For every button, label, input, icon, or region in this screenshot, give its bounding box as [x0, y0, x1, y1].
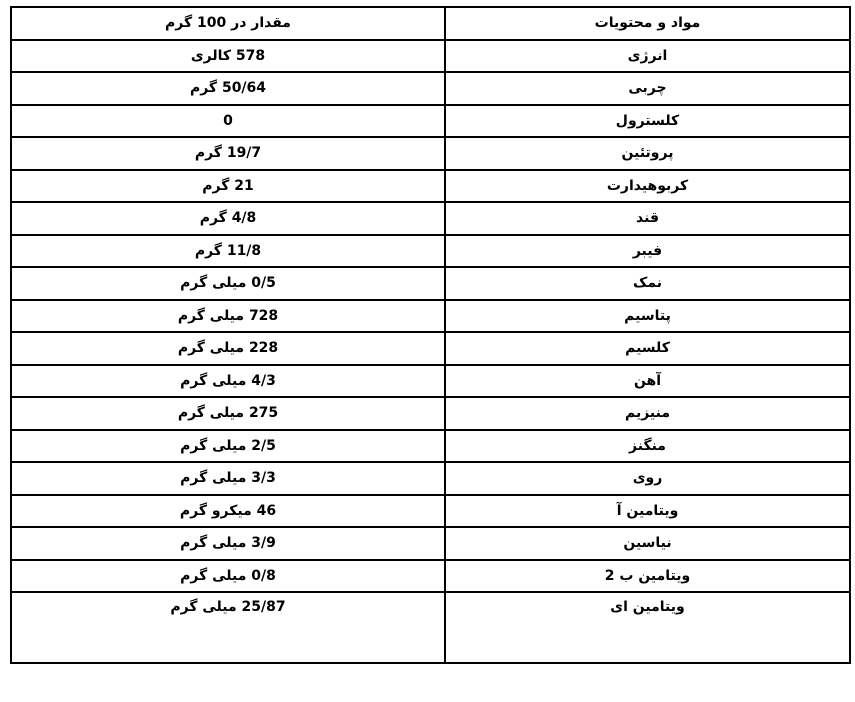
- amount-cell: 4/8 گرم: [11, 202, 445, 235]
- item-cell: آهن: [445, 365, 850, 398]
- amount-cell: 11/8 گرم: [11, 235, 445, 268]
- amount-cell: 3/3 میلی گرم: [11, 462, 445, 495]
- table-row: [11, 560, 850, 593]
- amount-cell: 0/5 میلی گرم: [11, 267, 445, 300]
- nutrition-table: [10, 6, 851, 664]
- table-body: [11, 7, 850, 663]
- item-cell: ویتامین آ: [445, 495, 850, 528]
- amount-cell: 46 میکرو گرم: [11, 495, 445, 528]
- amount-cell: 3/9 میلی گرم: [11, 527, 445, 560]
- item-cell: منگنز: [445, 430, 850, 463]
- table-row: [11, 332, 850, 365]
- table-row: [11, 170, 850, 203]
- table-row: [11, 235, 850, 268]
- table-row: [11, 495, 850, 528]
- table-row: [11, 300, 850, 333]
- item-cell: کلسترول: [445, 105, 850, 138]
- table-row: [11, 527, 850, 560]
- amount-cell: 228 میلی گرم: [11, 332, 445, 365]
- amount-cell: 25/87 میلی گرم: [11, 592, 445, 663]
- header-item: مواد و محتویات: [445, 7, 850, 40]
- table-row: [11, 592, 850, 663]
- item-cell: پتاسیم: [445, 300, 850, 333]
- item-cell: منیزیم: [445, 397, 850, 430]
- table-header-row: [11, 7, 850, 40]
- amount-cell: 275 میلی گرم: [11, 397, 445, 430]
- item-cell: کربوهیدارت: [445, 170, 850, 203]
- item-cell: چربی: [445, 72, 850, 105]
- table-row: [11, 267, 850, 300]
- header-amount: مقدار در 100 گرم: [11, 7, 445, 40]
- table-row: [11, 40, 850, 73]
- table-row: [11, 397, 850, 430]
- amount-cell: 578 کالری: [11, 40, 445, 73]
- item-cell: پروتئین: [445, 137, 850, 170]
- amount-cell: 728 میلی گرم: [11, 300, 445, 333]
- item-cell: قند: [445, 202, 850, 235]
- item-cell: نیاسین: [445, 527, 850, 560]
- table-row: [11, 430, 850, 463]
- item-cell: کلسیم: [445, 332, 850, 365]
- table-row: [11, 202, 850, 235]
- amount-cell: 2/5 میلی گرم: [11, 430, 445, 463]
- table-row: [11, 105, 850, 138]
- item-cell: نمک: [445, 267, 850, 300]
- item-cell: ویتامین ب 2: [445, 560, 850, 593]
- table-row: [11, 365, 850, 398]
- amount-cell: 4/3 میلی گرم: [11, 365, 445, 398]
- item-cell: ویتامین ای: [445, 592, 850, 663]
- table-row: [11, 72, 850, 105]
- amount-cell: 50/64 گرم: [11, 72, 445, 105]
- amount-cell: 0: [11, 105, 445, 138]
- amount-cell: 0/8 میلی گرم: [11, 560, 445, 593]
- table-row: [11, 462, 850, 495]
- table-row: [11, 137, 850, 170]
- item-cell: روی: [445, 462, 850, 495]
- item-cell: فیبر: [445, 235, 850, 268]
- item-cell: انرژی: [445, 40, 850, 73]
- amount-cell: 21 گرم: [11, 170, 445, 203]
- amount-cell: 19/7 گرم: [11, 137, 445, 170]
